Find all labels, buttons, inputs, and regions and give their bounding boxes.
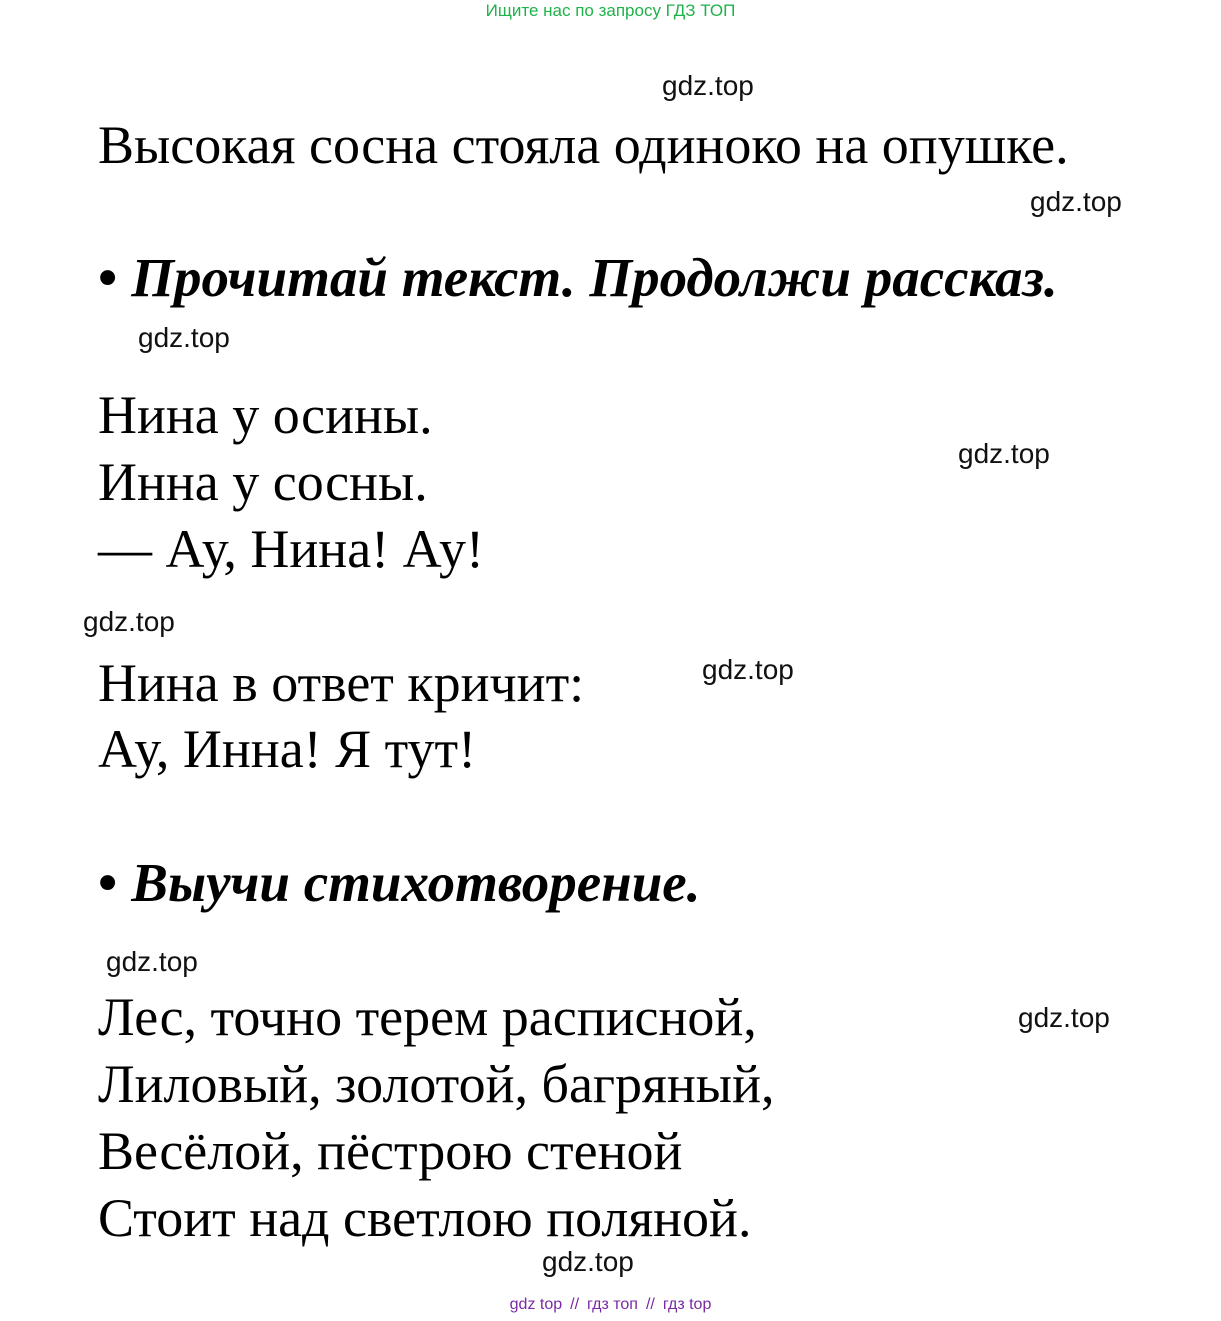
task-heading-learn: [98, 852, 701, 913]
footer-link-gdz-top-cyrillic[interactable]: гдз топ: [587, 1296, 638, 1313]
story-line: Нина у осины.: [98, 385, 433, 445]
story-line: — Ау, Нина! Ау!: [98, 519, 484, 579]
poem-line: Лес, точно терем расписной,: [98, 987, 757, 1047]
footer-separator: //: [645, 1296, 655, 1313]
watermark: gdz.top: [542, 1246, 634, 1277]
watermark: gdz.top: [1030, 186, 1122, 217]
bullet: •: [98, 852, 118, 913]
watermark: gdz.top: [958, 438, 1050, 469]
footer-link-gdz-top[interactable]: gdz top: [509, 1296, 563, 1313]
watermark: gdz.top: [83, 606, 175, 637]
top-banner: Ищите нас по запросу ГДЗ ТОП: [485, 1, 736, 20]
poem-line: Лиловый, золотой, багряный,: [98, 1054, 775, 1114]
bullet: •: [98, 247, 118, 308]
footer-link-gdz-top-mixed[interactable]: гдз top: [662, 1296, 712, 1313]
footer-links: [0, 1296, 1221, 1314]
task-heading-learn-text: Выучи стихотворение.: [131, 852, 701, 913]
sentence: Высокая сосна стояла одиноко на опушке.: [98, 115, 1069, 175]
story-line: Ау, Инна! Я тут!: [98, 719, 477, 779]
task-heading-read-text: Прочитай текст. Продолжи рассказ.: [131, 247, 1058, 308]
task-heading-read: [98, 247, 1058, 308]
watermark: gdz.top: [662, 70, 754, 101]
watermark: gdz.top: [106, 946, 198, 977]
watermark: gdz.top: [702, 654, 794, 685]
poem-line: Стоит над светлою поляной.: [98, 1188, 752, 1248]
footer-separator: //: [570, 1296, 580, 1313]
story-line: Инна у сосны.: [98, 452, 428, 512]
story-line: Нина в ответ кричит:: [98, 653, 585, 713]
watermark: gdz.top: [138, 322, 230, 353]
watermark: gdz.top: [1018, 1002, 1110, 1033]
poem-line: Весёлой, пёстрою стеной: [98, 1121, 683, 1181]
